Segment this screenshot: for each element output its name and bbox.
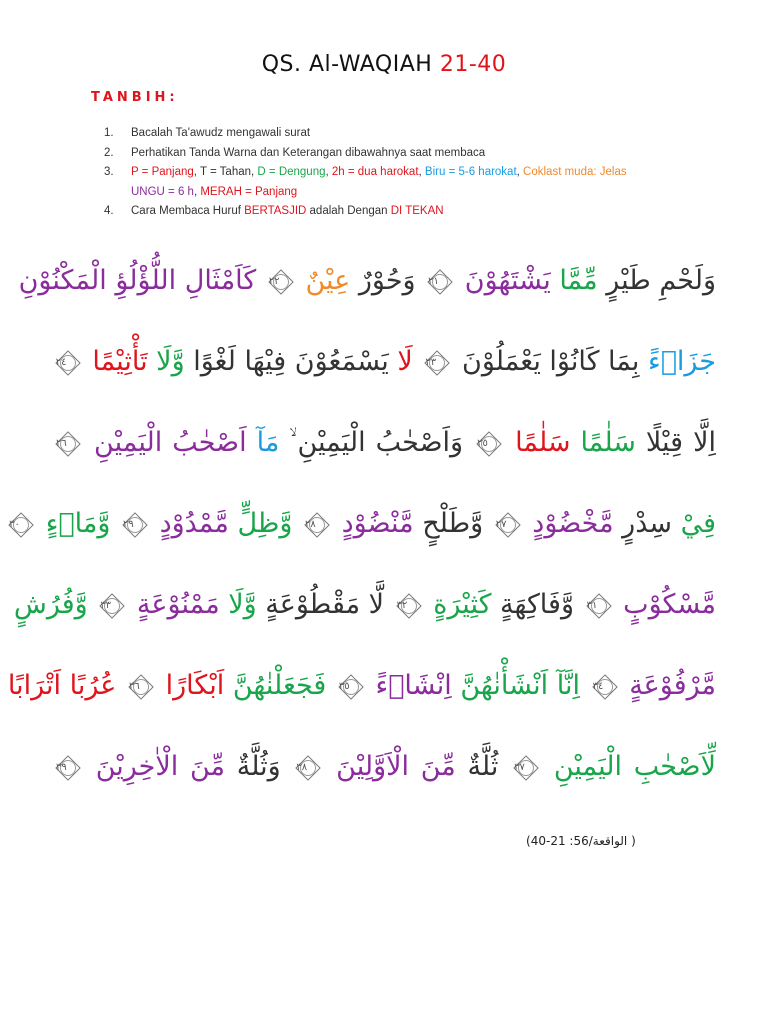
ayah-number-marker	[397, 594, 421, 618]
ayah-number-marker	[425, 351, 449, 375]
ayah-number: ٢٩	[122, 518, 134, 530]
instruction-text-part: UNGU = 6 h	[131, 185, 194, 198]
ayah-number: ٣٦	[129, 680, 140, 692]
ayah-number: ٢٧	[495, 518, 507, 530]
ayah-number: ٣٣	[100, 599, 112, 611]
ayah-number: ٢٤	[55, 356, 67, 368]
instruction-text-part: DI TEKAN	[390, 205, 444, 217]
ayah-number: ٣٩	[56, 761, 67, 773]
ayah-number-marker	[587, 594, 611, 618]
verse-segment: وَلَحْمِ طَيْرٍ	[597, 265, 716, 296]
instruction-list	[104, 124, 704, 222]
ayah-number: ٣٠	[9, 518, 20, 530]
verse-segment: اِلَّا قِيْلًا	[635, 427, 716, 458]
instruction-text-part: adalah Dengan	[306, 205, 391, 217]
instruction-item	[104, 202, 704, 222]
instruction-text-part: ,	[516, 166, 524, 178]
instruction-text-part: 2h = dua harokat	[331, 166, 419, 178]
instruction-text-part: ,	[418, 166, 425, 178]
instruction-text-part: Cara Membaca Huruf	[131, 205, 245, 217]
instruction-number: 3.	[104, 166, 114, 178]
instruction-text-part: ,	[193, 185, 201, 198]
verse-segment: وَّفُرُشٍ	[13, 589, 88, 620]
verse-line	[7, 645, 716, 726]
verse-segment: جَزَاۤءً	[639, 346, 716, 377]
instruction-text-part: P = Panjang	[131, 166, 194, 178]
ayah-number-marker	[269, 270, 293, 294]
verse-segment: وَثُلَّةٌ	[225, 751, 281, 782]
verse-segment: كَثِيْرَةٍ	[433, 589, 492, 620]
verse-segment: مَّسْكُوْبٍ	[623, 589, 716, 620]
ayah-number-marker	[56, 351, 80, 375]
verse-segment: وَّطَلْحٍ	[413, 508, 484, 539]
verse-segment: لَّا مَقْطُوْعَةٍ	[256, 589, 385, 620]
ayah-number: ٢٨	[305, 518, 316, 530]
ayah-number: ٣١	[586, 599, 598, 611]
ayah-number-marker	[123, 513, 147, 537]
ayah-number-marker	[428, 270, 452, 294]
instruction-text-part: Perhatikan Tanda Warna dan Keterangan dibawahnya saat membaca	[131, 146, 486, 159]
instruction-item	[104, 124, 704, 144]
verse-line	[52, 321, 716, 402]
verse-segment: وَّلَا	[156, 346, 185, 377]
verse-segment: سَلٰمًا	[515, 427, 581, 458]
verse-segment: عِيْنٌ	[305, 265, 351, 296]
verse-segment: وَّفَاكِهَةٍ	[491, 589, 574, 620]
ayah-number-marker	[56, 432, 80, 456]
verse-segment: وَّلَا	[228, 589, 257, 620]
ayah-number-marker	[496, 513, 520, 537]
verse-line	[52, 402, 716, 483]
verse-segment: يَسْمَعُوْنَ فِيْهَا لَغْوًا	[184, 346, 398, 377]
verse-segment: لَا	[397, 346, 413, 377]
verse-segment: بِمَا كَانُوْا يَعْمَلُوْنَ	[461, 346, 640, 377]
citation: ( الواقعة/56: 21-40)	[526, 834, 636, 848]
verse-segment: عُرُبًا اَتْرَابًا	[7, 670, 117, 701]
ayah-number-marker	[9, 513, 33, 537]
verse-segment: يَشْتَهُوْنَ	[464, 265, 560, 296]
instruction-text-part: ,	[325, 166, 332, 178]
title-surah: QS. Al-WAQIAH	[261, 52, 440, 77]
ayah-number: ٢٥	[477, 437, 488, 449]
instruction-item	[104, 163, 704, 202]
verse-segment: مِّمَّا	[559, 265, 598, 296]
verse-segment: مَّرْفُوْعَةٍ	[629, 670, 716, 701]
ayah-number-marker	[129, 675, 153, 699]
verse-segment: تَأْثِيْمًا	[92, 346, 157, 377]
ayah-number-marker	[56, 756, 80, 780]
ayah-number: ٢٢	[268, 275, 280, 287]
ayah-number: ٣٧	[514, 761, 525, 773]
verse-block	[7, 240, 716, 807]
verse-segment: مَمْنُوْعَةٍ	[136, 589, 229, 620]
ayah-number-marker	[339, 675, 363, 699]
instruction-text-part: BERTASJID	[244, 205, 307, 217]
verse-segment: مَّنْضُوْدٍ	[341, 508, 414, 539]
verse-segment: اِنَّآ اَنْشَأْنٰهُنَّ	[451, 670, 580, 701]
ayah-number: ٢٣	[425, 356, 437, 368]
instruction-text-part: MERAH = Panjang	[200, 185, 298, 198]
verse-segment: مَّمْدُوْدٍ	[159, 508, 229, 539]
instruction-text	[131, 166, 627, 178]
verse-segment: وَّمَاۤءٍ	[45, 508, 111, 539]
verse-segment: اَصْحٰبُ الْيَمِيْنِ	[94, 427, 257, 458]
ayah-number: ٣٥	[338, 680, 350, 692]
verse-segment: مِّنَ الْاٰخِرِيْنَ	[95, 751, 226, 782]
ayah-number: ٣٨	[296, 761, 308, 773]
verse-line	[18, 240, 716, 321]
instruction-text	[131, 205, 444, 217]
ayah-number: ٢١	[428, 275, 439, 287]
instruction-subtext	[131, 183, 704, 203]
ayah-number-marker	[477, 432, 501, 456]
verse-segment: اَبْكَارًا	[165, 670, 225, 701]
instruction-text	[131, 147, 485, 159]
instruction-text-part: Biru = 5-6 harokat	[424, 166, 517, 178]
ayah-number-marker	[100, 594, 124, 618]
ayah-number: ٣٤	[592, 680, 604, 692]
verse-segment: فَجَعَلْنٰهُنَّ	[224, 670, 327, 701]
instruction-number: 1.	[104, 127, 114, 139]
verse-line	[9, 483, 716, 564]
verse-segment: مَّخْضُوْدٍ	[532, 508, 614, 539]
instruction-item	[104, 144, 704, 164]
ayah-number: ٢٦	[56, 437, 67, 449]
verse-segment: فِيْ	[672, 508, 716, 539]
instruction-text-part: , T = Tahan,	[193, 166, 258, 178]
title-ayah-range: 21-40	[439, 52, 507, 77]
ayah-number-marker	[305, 513, 329, 537]
verse-line	[13, 564, 716, 645]
verse-segment: مِّنَ الْاَوَّلِيْنَ	[336, 751, 456, 782]
ayah-number-marker	[296, 756, 320, 780]
ayah-number-marker	[593, 675, 617, 699]
instruction-text-part: Bacalah Ta'awudz mengawali surat	[131, 127, 311, 139]
instruction-text-part: Coklast muda: Jelas	[523, 166, 627, 178]
verse-segment: اِنْشَاۤءً	[375, 670, 452, 701]
instruction-number: 4.	[104, 205, 114, 217]
verse-segment: مَآ	[256, 427, 280, 458]
verse-segment: وَّظِلٍّ	[228, 508, 293, 539]
instruction-number: 2.	[104, 146, 114, 159]
ayah-number: ٣٢	[396, 599, 408, 611]
verse-segment: لِّاَصْحٰبِ الْيَمِيْنِ	[553, 751, 716, 782]
tanbih-heading: TANBIH:	[91, 90, 179, 105]
verse-segment: وَاَصْحٰبُ الْيَمِيْنِ ۙ	[279, 427, 464, 458]
verse-segment: سَلٰمًا	[580, 427, 636, 458]
page-title	[0, 52, 768, 77]
ayah-number-marker	[514, 756, 538, 780]
verse-segment: كَاَمْثَالِ اللُّؤْلُؤِ الْمَكْنُوْنِ	[18, 265, 257, 296]
verse-segment: وَحُوْرٌ	[350, 265, 416, 296]
verse-line	[52, 726, 716, 807]
verse-segment: ثُلَّةٌ	[455, 751, 499, 782]
instruction-text-part: D = Dengung	[257, 166, 326, 178]
instruction-text	[131, 127, 310, 139]
verse-segment: سِدْرٍ	[613, 508, 672, 539]
